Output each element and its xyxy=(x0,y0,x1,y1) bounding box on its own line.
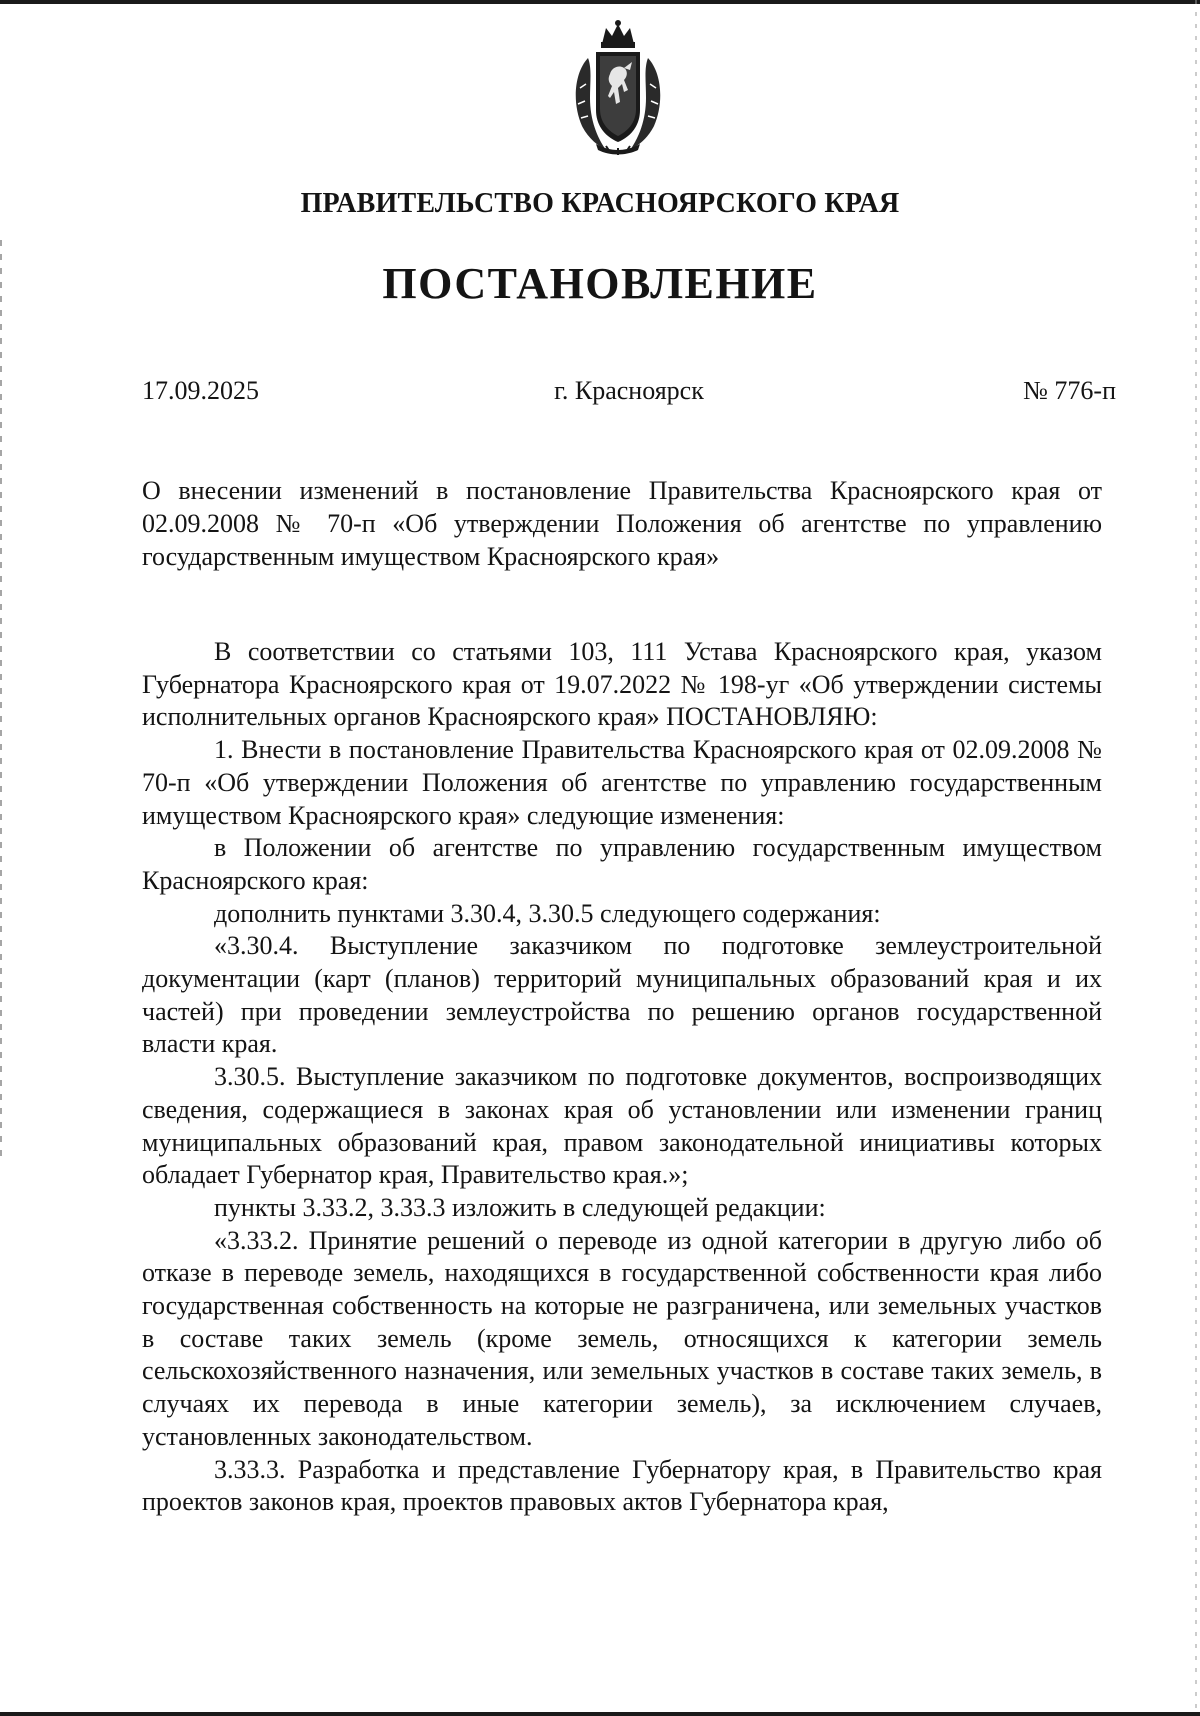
paragraph-clause-3-30-5: 3.30.5. Выступление заказчиком по подготовке документов, воспроизводящих сведения, содержащиеся в законах края об установлении или изменении границ муниципальных образований края, правом законодательной инициативы которых обладает Губернатор края, Правительство края.»; xyxy=(142,1062,1102,1190)
document-date: 17.09.2025 xyxy=(142,376,259,405)
document-city: г. Красноярск xyxy=(554,376,704,405)
paragraph-clause-3-33-2: «3.33.2. Принятие решений о переводе из одной категории в другую либо об отказе в переводе земель, находящихся в государственной собственности края либо государственная собственность на которые не разграничена, или земельных участков в составе таких земель (кроме земель, относящихся к категории земель сельскохозяйственного назначения, или земельных участков в составе таких земель, в случаях их перевода в иные категории земель), за исключением случаев, установленных законодательством. xyxy=(142,1225,1102,1451)
scan-left-edge xyxy=(0,240,2,1160)
coat-of-arms-icon xyxy=(566,18,670,158)
scan-bottom-border xyxy=(0,1712,1200,1716)
document-meta-line xyxy=(142,376,1116,412)
document-body xyxy=(142,636,1102,1519)
organization-name: ПРАВИТЕЛЬСТВО КРАСНОЯРСКОГО КРАЯ xyxy=(300,188,900,219)
paragraph-item-1: 1. Внести в постановление Правительства Красноярского края от 02.09.2008 № 70-п «Об утверждении Положения об агентстве по управлению государственным имуществом Красноярского края» следующие изменения: xyxy=(142,735,1102,830)
paragraph: пункты 3.33.2, 3.33.3 изложить в следующей редакции: xyxy=(214,1192,826,1222)
paragraph-clause-3-33-3: 3.33.3. Разработка и представление Губернатору края, в Правительство края проектов законов края, проектов правовых актов Губернатора края, xyxy=(142,1454,1102,1517)
document-type-heading: ПОСТАНОВЛЕНИЕ xyxy=(382,259,818,308)
paragraph: дополнить пунктами 3.30.4, 3.30.5 следующего содержания: xyxy=(214,898,881,928)
document-title: О внесении изменений в постановление Правительства Красноярского края от 02.09.2008 № 70-п «Об утверждении Положения об агентстве по управлению государственным имуществом Красноярского края» xyxy=(142,476,1102,571)
paragraph-clause-3-30-4: «3.30.4. Выступление заказчиком по подготовке землеустроительной документации (карт (планов) территорий муниципальных образований края и их частей) при проведении землеустройства по решению органов государственной власти края. xyxy=(142,931,1102,1059)
paragraph: в Положении об агентстве по управлению государственным имуществом Красноярского края: xyxy=(142,833,1102,895)
scan-top-border xyxy=(0,0,1200,4)
document-number: № 776-п xyxy=(1023,376,1116,405)
paragraph-preamble: В соответствии со статьями 103, 111 Устава Красноярского края, указом Губернатора Красноярского края от 19.07.2022 № 198-уг «Об утверждении системы исполнительных органов Красноярского края» ПОСТАНОВЛЯЮ: xyxy=(142,637,1102,732)
